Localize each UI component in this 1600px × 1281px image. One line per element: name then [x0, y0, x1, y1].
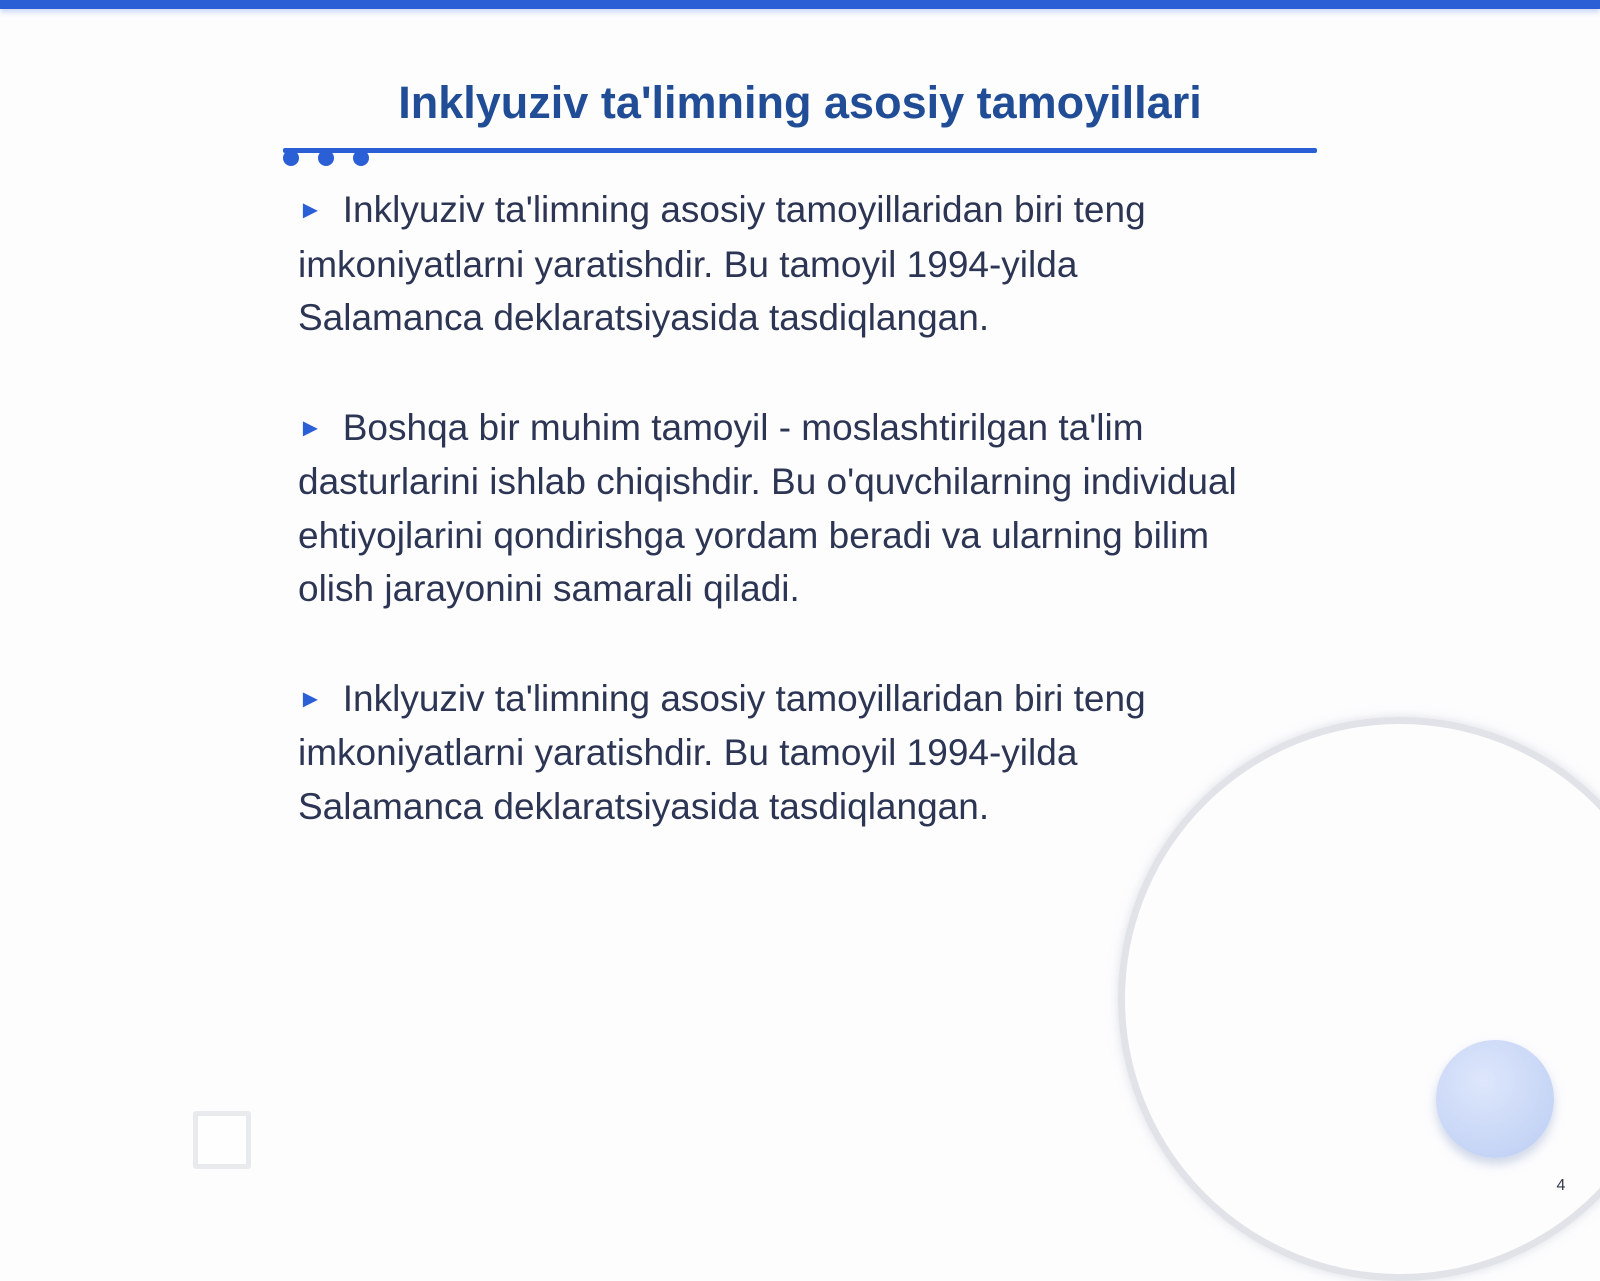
slide-title: Inklyuziv ta'limning asosiy tamoyillari	[398, 77, 1202, 128]
bullet-arrow-icon: ►	[298, 684, 323, 713]
decorative-square	[193, 1111, 251, 1169]
bullet-item	[298, 183, 1258, 345]
title-underline	[283, 148, 1317, 153]
bullet-list	[298, 183, 1258, 889]
bullet-text: Inklyuziv ta'limning asosiy tamoyillaridan biri teng imkoniyatlarni yaratishdir. Bu tamoyil 1994-yilda Salamanca deklaratsiyasida tasdiqlangan.	[298, 677, 1146, 827]
decorative-dot	[283, 150, 299, 166]
page-number: 4	[1556, 1177, 1566, 1194]
bullet-item	[298, 401, 1258, 616]
bullet-item	[298, 672, 1258, 834]
bullet-text: Boshqa bir muhim tamoyil - moslashtirilgan ta'lim dasturlarini ishlab chiqishdir. Bu o'quvchilarning individual ehtiyojlarini qondirishga yordam beradi va ularning bilim olish jarayonini samarali qiladi.	[298, 406, 1237, 609]
top-accent-bar	[0, 0, 1600, 9]
decorative-ball	[1436, 1040, 1554, 1158]
decorative-dot	[353, 150, 369, 166]
bullet-text: Inklyuziv ta'limning asosiy tamoyillaridan biri teng imkoniyatlarni yaratishdir. Bu tamoyil 1994-yilda Salamanca deklaratsiyasida tasdiqlangan.	[298, 189, 1146, 338]
decorative-dot	[318, 150, 334, 166]
bullet-arrow-icon: ►	[298, 413, 323, 442]
bullet-arrow-icon: ►	[298, 196, 323, 224]
